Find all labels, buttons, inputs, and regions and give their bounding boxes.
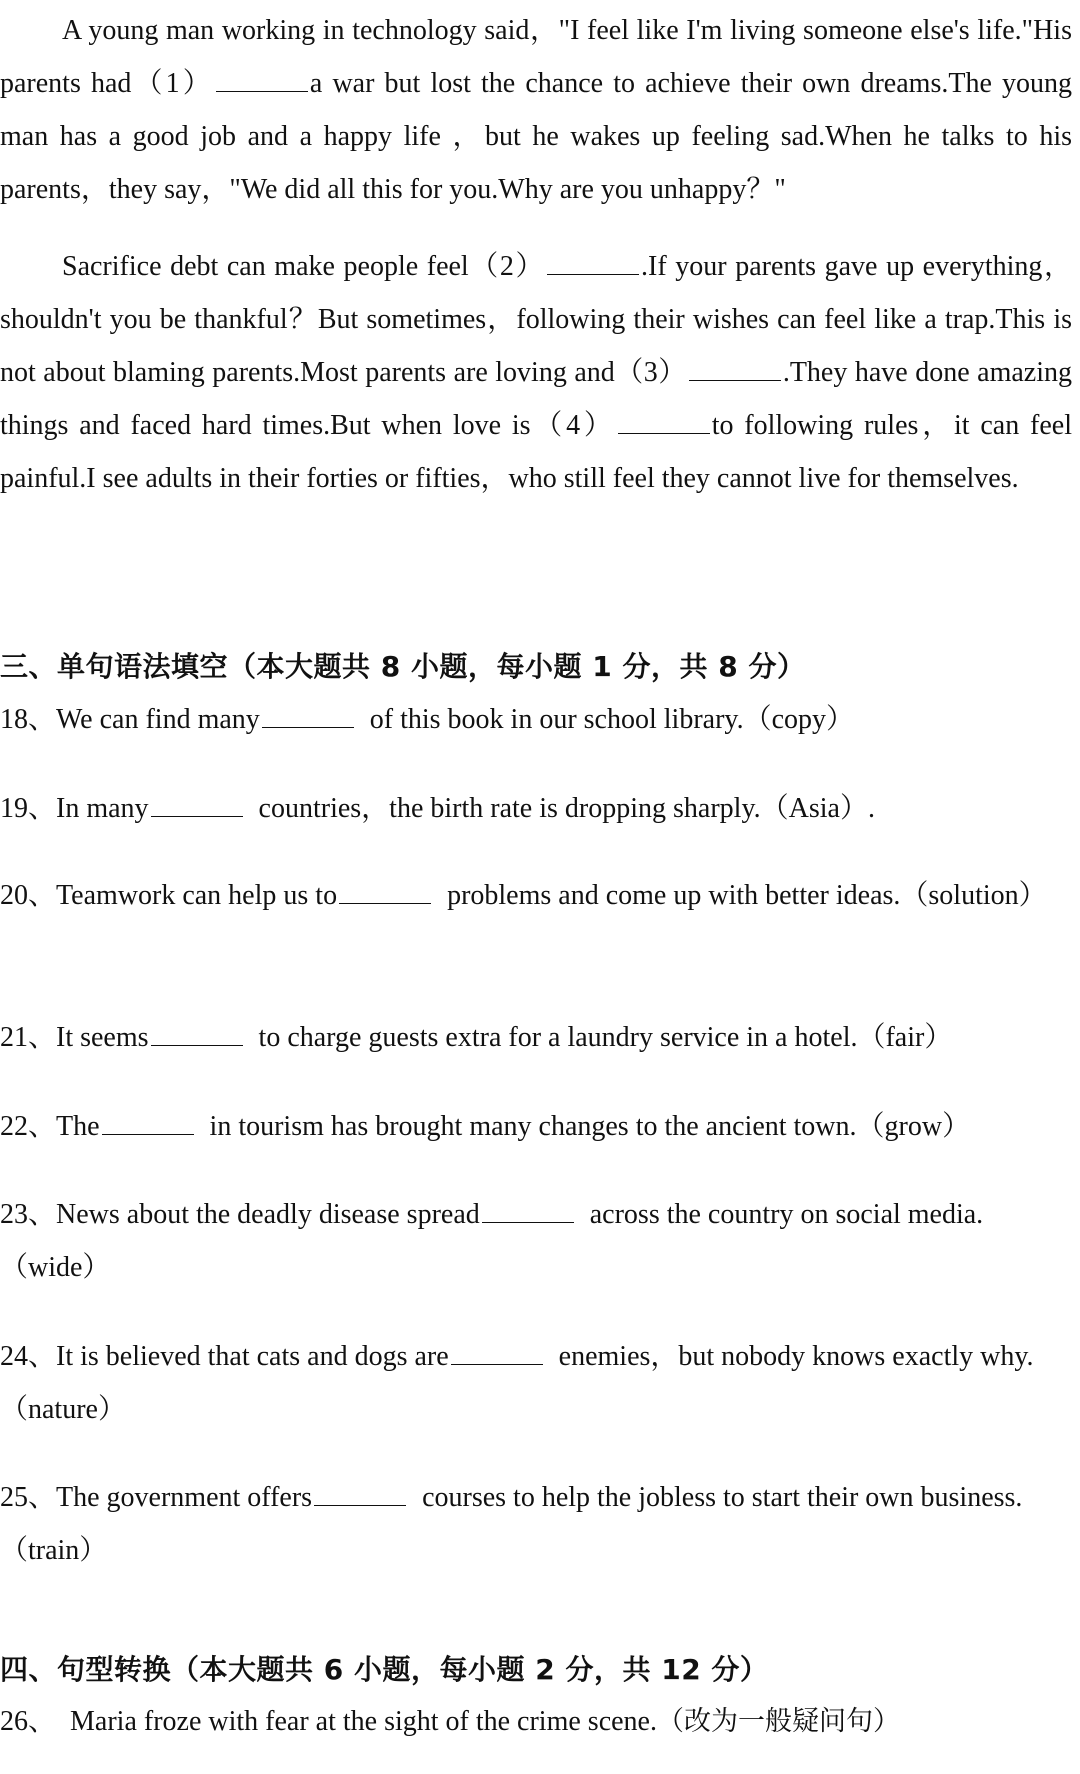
- question-text: courses to help the jobless to start their own business.（train）: [0, 1482, 1023, 1566]
- question-text: 24、It is believed that cats and dogs are: [0, 1341, 449, 1372]
- passage-text: .They have done amazing things and faced hard times.But when love is（4）: [0, 357, 1072, 441]
- question-item: [0, 782, 1072, 835]
- passage-paragraph-1: [0, 4, 1072, 216]
- answer-blank[interactable]: [482, 1200, 574, 1223]
- answer-blank[interactable]: [151, 1023, 243, 1046]
- passage-paragraph-2: [0, 240, 1072, 505]
- answer-blank-4[interactable]: [618, 411, 710, 434]
- question-text: 21、It seems: [0, 1022, 149, 1053]
- section-title-sentence-transform: 四、句型转换（本大题共 6 小题，每小题 2 分，共 12 分）: [0, 1653, 769, 1686]
- answer-blank[interactable]: [339, 881, 431, 904]
- question-text: 22、The: [0, 1111, 100, 1142]
- question-text: Maria froze with fear at the sight of the crime scene.: [70, 1706, 657, 1737]
- answer-blank[interactable]: [151, 794, 243, 817]
- passage-text: Sacrifice debt can make people feel（2）: [62, 251, 546, 282]
- question-number: 26、: [0, 1706, 57, 1737]
- answer-blank-2[interactable]: [547, 252, 639, 275]
- question-item: [0, 1011, 1072, 1064]
- passage-text: to following rules，it can feel painful.I see adults in their forties or fifties，who still feel they cannot live for themselves.: [0, 410, 1072, 494]
- question-text: countries，the birth rate is dropping sharply.（Asia）.: [258, 793, 875, 824]
- question-text: across the country on social media.（wide）: [0, 1199, 984, 1283]
- question-item: [0, 1188, 1072, 1294]
- passage-text: A young man working in technology said，"I feel like I'm living someone else's life."His parents had（1）: [0, 15, 1072, 99]
- question-text: 23、News about the deadly disease spread: [0, 1199, 480, 1230]
- question-item: [0, 869, 1072, 922]
- question-text: 20、Teamwork can help us to: [0, 880, 338, 911]
- question-text: 18、We can find many: [0, 704, 260, 735]
- question-text: enemies，but nobody knows exactly why.（nature）: [0, 1341, 1034, 1425]
- question-text: problems and come up with better ideas.（solution）: [447, 880, 1047, 911]
- passage-text: .If your parents gave up everything，shouldn't you be thankful？But sometimes，following their wishes can feel like a trap.This is not about blaming parents.Most parents are loving and（3）: [0, 251, 1072, 388]
- answer-blank[interactable]: [102, 1112, 194, 1135]
- answer-blank-3[interactable]: [689, 358, 781, 381]
- question-text: of this book in our school library.（copy）: [369, 704, 855, 735]
- answer-blank-1[interactable]: [216, 69, 308, 92]
- answer-blank[interactable]: [262, 705, 354, 728]
- question-text: in tourism has brought many changes to the ancient town.（grow）: [209, 1111, 971, 1142]
- question-text: 19、In many: [0, 793, 149, 824]
- question-text: 25、The government offers: [0, 1482, 313, 1513]
- passage-text: a war but lost the chance to achieve their own dreams.The young man has a good job and a happy life ，but he wakes up feeling sad.When he talks to his parents，they say，"We did all this for you.Why are you unhappy？": [0, 68, 1072, 205]
- answer-blank[interactable]: [451, 1342, 543, 1365]
- question-instruction: （改为一般疑问句）: [656, 1706, 900, 1737]
- question-item: [0, 1100, 1072, 1153]
- question-item: [0, 1330, 1072, 1436]
- answer-blank[interactable]: [314, 1483, 406, 1506]
- question-item: [0, 1695, 1072, 1748]
- question-item: [0, 693, 1072, 746]
- question-text: to charge guests extra for a laundry service in a hotel.（fair）: [258, 1022, 953, 1053]
- question-item: [0, 1471, 1072, 1577]
- section-title-grammar-fill: 三、单句语法填空（本大题共 8 小题，每小题 1 分，共 8 分）: [0, 650, 806, 683]
